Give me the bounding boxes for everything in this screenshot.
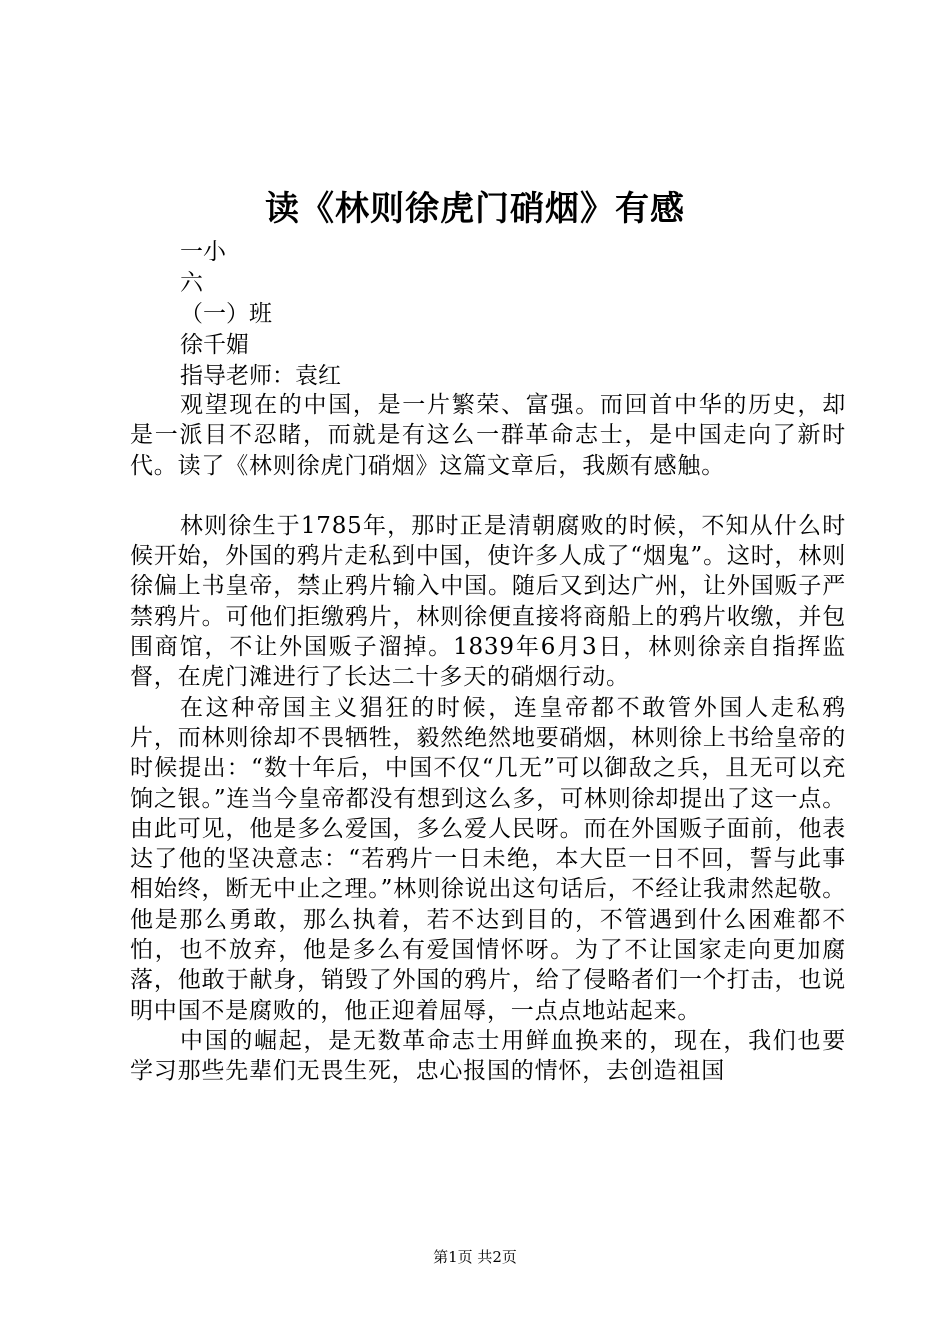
author-name: 徐千媚 [180,332,249,358]
document-body [130,390,846,1087]
school-name: 一小 [180,239,226,265]
class-label: （一）班 [180,301,272,327]
paragraph-reflection: 在这种帝国主义猖狂的时候，连皇帝都不敢管外国人走私鸦片，而林则徐却不畏牺牲，毅然绝然地要硝烟，林则徐上书给皇帝的时候提出：“数十年后，中国不仅“几无”可以御敌之兵，且无可以充饷之银。”连当今皇帝都没有想到这么多，可林则徐却提出了这一点。由此可见，他是多么爱国，多么爱人民呀。而在外国贩子面前，他表达了他的坚决意志：“若鸦片一日未绝，本大臣一日不回，誓与此事相始终，断无中止之理。”林则徐说出这句话后，不经让我肃然起敬。他是那么勇敢，那么执着，若不达到目的，不管遇到什么困难都不怕，也不放弃，他是多么有爱国情怀呀。为了不让国家走向更加腐落，他敢于献身，销毁了外国的鸦片，给了侵略者们一个打击，也说明中国不是腐败的，他正迎着屈辱，一点点地站起来。 [130,694,846,1024]
advisor-line: 指导老师：袁红 [180,363,341,389]
paragraph-conclusion: 中国的崛起，是无数革命志士用鲜血换来的，现在，我们也要学习那些先辈们无畏生死，忠心报国的情怀，去创造祖国 [130,1027,846,1085]
paragraph-intro: 观望现在的中国，是一片繁荣、富强。而回首中华的历史，却是一派目不忍睹，而就是有这么一群革命志士，是中国走向了新时代。读了《林则徐虎门硝烟》这篇文章后，我颇有感触。 [130,392,846,479]
page-footer: 第1页 共2页 [433,1248,517,1266]
grade-label: 六 [180,270,203,296]
document-title: 读《林则徐虎门硝烟》有感 [265,189,685,229]
paragraph-history: 林则徐生于1785年，那时正是清朝腐败的时候，不知从什么时候开始，外国的鸦片走私到中国，使许多人成了“烟鬼”。这时，林则徐偏上书皇帝，禁止鸦片输入中国。随后又到达广州，让外国贩子严禁鸦片。可他们拒缴鸦片，林则徐便直接将商船上的鸦片收缴，并包围商馆，不让外国贩子溜掉。1839年6月3日，林则徐亲自指挥监督，在虎门滩进行了长达二十多天的硝烟行动。 [130,512,846,691]
